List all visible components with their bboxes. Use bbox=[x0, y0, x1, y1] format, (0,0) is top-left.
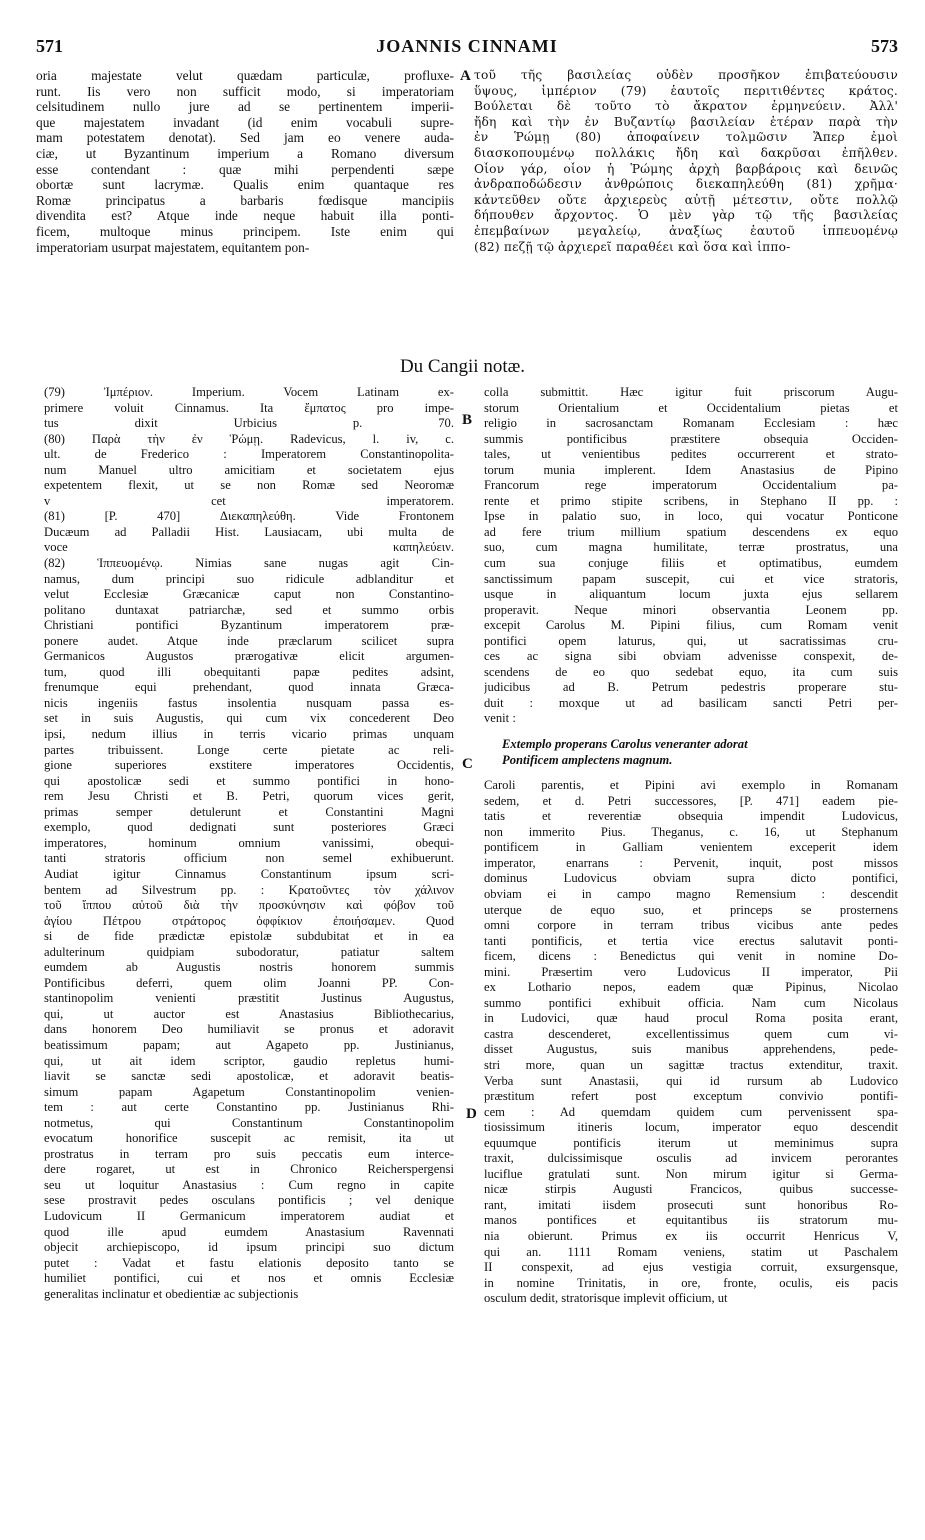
note-line: disset Augustus, suis manibus apprehendens, pede- bbox=[484, 1042, 898, 1057]
note-line: luciflue gratulati sunt. Non mirum igitur si Germa- bbox=[484, 1166, 898, 1181]
note-line: sedem, et d. Petri successores, [P. 471] eadem pie- bbox=[484, 793, 898, 808]
text-line: ficem, multoque minus principem. Iste enim qui bbox=[36, 223, 454, 239]
note-line: simum papam Agapetum Constantinopolim venien- bbox=[44, 1084, 454, 1099]
note-line: II conspexit, ad ejus vestigia corruit, exsurgensque, bbox=[484, 1260, 898, 1275]
note-line: nia obierunt. Primus ex iis occurrit Henricus V, bbox=[484, 1228, 898, 1243]
notes-section-title: Du Cangii notæ. bbox=[399, 356, 526, 377]
note-line: uterque de equo suo, et princeps se prosternens bbox=[484, 902, 898, 917]
note-line: putet : Vadat et fastu elationis deposito tanto se bbox=[44, 1255, 454, 1270]
note-line: ipsi, nedum illius in terris vicario primas unquam bbox=[44, 727, 454, 742]
note-line: num Manuel ultro amicitiam et societatem ejus bbox=[44, 462, 454, 477]
note-line: scendens de eo quo sedebat equo, ita cum suis bbox=[484, 664, 898, 679]
text-line: mam potestatem denotat). Sed jam eo venere auda- bbox=[36, 130, 454, 146]
note-line: ces ac signa sibi obviam advenisse conspexit, de- bbox=[484, 649, 898, 664]
note-line: cem : Ad quemdam quidem cum pervenissent spa- bbox=[484, 1104, 898, 1119]
note-line: frenumque equi prehendant, quod innata Græca- bbox=[44, 680, 454, 695]
note-line: in Ludovici, quæ haud procul Roma posita erant, bbox=[484, 1011, 898, 1026]
text-line: Romæ principatus a barbaris fœdisque mancipiis bbox=[36, 192, 454, 208]
note-line: expetentem flexit, ut se non Romæ sed Neoromæ bbox=[44, 478, 454, 493]
note-line: excepit Carolus M. Pipini filius, cum Romam venit bbox=[484, 618, 898, 633]
note-line: liavit se sanctæ sedi apostolicæ, et adoravit beatis- bbox=[44, 1069, 454, 1084]
note-line: ad fere trium millium spatium descendens ex equo bbox=[484, 524, 898, 539]
note-line: τοῦ ἵππου αὐτοῦ διὰ τὴν προσκύνησιν καὶ φόβον τοῦ bbox=[44, 898, 454, 913]
note-line: nicæ stirpis Augusti Francicos, quibus successe- bbox=[484, 1182, 898, 1197]
greek-line: ἐπεμβαίνων μεγαλείῳ, ἀναξίως ἑαυτοῦ ἱππευομένῳ bbox=[474, 223, 898, 238]
note-line: tanti stratoris officium non semel exhibuerunt. bbox=[44, 851, 454, 866]
note-line: qui, ut ait idem scriptor, gaudio repletus humi- bbox=[44, 1053, 454, 1068]
text-line: divendita est? Atque inde neque habuit illa ponti- bbox=[36, 208, 454, 224]
note-line: qui an. 1111 Romam veniens, statim ut Paschalem bbox=[484, 1244, 898, 1259]
note-line: ἁγίου Πέτρου στράτορος ὀφφίκιον ἐποιήσαμεν. Quod bbox=[44, 913, 454, 928]
note-line: dere rogaret, ut est in Chronico Reicherspergensi bbox=[44, 1162, 454, 1177]
note-line: qui apostolicæ sedi et summo pontifici in hono- bbox=[44, 773, 454, 788]
margin-marker-b: B bbox=[462, 412, 473, 428]
note-line: imperatores, hominum omnium vanissimi, obequi- bbox=[44, 835, 454, 850]
note-line: beatissimum papam; aut Agapeto pp. Justinianus, bbox=[44, 1037, 454, 1052]
note-line: cum sua conjuge filiis et optimatibus, eumdem bbox=[484, 556, 898, 571]
note-line: Ducæum ad Palladii Hist. Lausiacam, ubi multa de bbox=[44, 524, 454, 539]
note-line: objecit archiepiscopo, id ipsum principi suo dictum bbox=[44, 1240, 454, 1255]
greek-line: ἀνδραποδώδεσιν ἀνθρώποις διεκαπηλεύθη (81) χρῆμα· bbox=[474, 177, 898, 192]
note-line: si de fide prædictæ epistolæ subdubitat et in ea bbox=[44, 929, 454, 944]
note-line: dominus Ludovicus obviam supra dicto pontifici, bbox=[484, 871, 898, 886]
note-line: ficem, dicens : Benedictus qui venit in nomine Do- bbox=[484, 949, 898, 964]
note-line: rant, imitati iisdem prosecuti sunt honoribus Ro- bbox=[484, 1197, 898, 1212]
note-line: castra descenderet, excellentissimus quem cum vi- bbox=[484, 1026, 898, 1041]
note-line: evocatum honorifice suscepit ac remisit, ita ut bbox=[44, 1131, 454, 1146]
notes-right-column bbox=[484, 385, 898, 1307]
note-line: imperator, enarrans : Pervenit, inquit, post missos bbox=[484, 855, 898, 870]
note-line: Francorum rege imperatorum Occidentalium pa- bbox=[484, 478, 898, 493]
note-line: judicibus ad B. Petrum pedestris properare stu- bbox=[484, 680, 898, 695]
page-header bbox=[36, 36, 898, 60]
note-line: sese prostravit pedes osculans pontificis ; vel denique bbox=[44, 1193, 454, 1208]
note-line: suo, cum magna humilitate, terræ prostratus, una bbox=[484, 540, 898, 555]
note-line: manos pontifices et equitantibus iis stratorum mu- bbox=[484, 1213, 898, 1228]
note-line: Caroli parentis, et Pipini avi exemplo in Romanam bbox=[484, 778, 898, 793]
note-line: usque in aliquantum locum juxta ejus sellarem bbox=[484, 587, 898, 602]
note-line: set in suis Augustis, qui cum vix concederent Deo bbox=[44, 711, 454, 726]
text-line: que majestatem invadant (id enim vocabuli supre- bbox=[36, 114, 454, 130]
text-line: runt. Iis vero non sufficit modo, si imperatoriam bbox=[36, 83, 454, 99]
note-line: Christiani pontifici Byzantinum imperatorem præ- bbox=[44, 618, 454, 633]
note-line: (81) [P. 470] Διεκαπηλεύθη. Vide Frontonem bbox=[44, 509, 454, 524]
note-line: quod ille apud eumdem Anastasium Ravennati bbox=[44, 1224, 454, 1239]
greek-line: διασκοπουμένῳ πολλάκις ἤδη καὶ δακρῦσαι ἐπῆλθεν. bbox=[474, 145, 898, 160]
greek-text-column bbox=[474, 68, 898, 255]
text-line: esse contendant : quæ mihi perpendenti sæpe bbox=[36, 161, 454, 177]
note-line: obviam ei in campo magno Remensium : descendit bbox=[484, 886, 898, 901]
greek-line: τοῦ τῆς βασιλείας οὐδὲν προσῆκον ἐπιβατεύουσιν bbox=[474, 68, 898, 82]
note-line: prostratus in terram pro suis peccatis eum interce- bbox=[44, 1146, 454, 1161]
note-line: tiosissimum itineris locum, imperator equo descendit bbox=[484, 1120, 898, 1135]
note-line: in nomine Trinitatis, in ore, fronte, oculis, eis pacis bbox=[484, 1275, 898, 1290]
note-line: stantinopolim venienti præstitit Justinus Augustus, bbox=[44, 991, 454, 1006]
note-line: mini. Præsertim vero Ludovicus II imperator, Pii bbox=[484, 964, 898, 979]
note-line: tum, quod illi obequitanti papæ pedites adsint, bbox=[44, 664, 454, 679]
margin-marker-c: C bbox=[462, 756, 473, 772]
note-line: tatis et reverentiæ obsequia impendit Ludovicus, bbox=[484, 809, 898, 824]
note-line: properavit. Neque minori observantia Leonem pp. bbox=[484, 602, 898, 617]
note-line: religio in sacrosanctam Romanam Ecclesiam : hæc bbox=[484, 416, 898, 431]
note-line: Ludovicum II Germanicum imperatorem audiat et bbox=[44, 1208, 454, 1223]
note-line: equumque pontificis iterum ut meminimus supra bbox=[484, 1135, 898, 1150]
note-line: traxit, dulcissimisque osculis ad invicem perorantes bbox=[484, 1151, 898, 1166]
note-line: venit : bbox=[484, 711, 516, 726]
note-line: seu ut loquitur Anastasius : Cum regno in capite bbox=[44, 1177, 454, 1192]
note-line: tales, ut venientibus pedites occurrerent et strato- bbox=[484, 447, 898, 462]
note-line: osculum dedit, stratorisque implevit officium, ut bbox=[484, 1291, 728, 1306]
note-line: primere voluit Cinnamus. Ita ἔμπατος pro impe- bbox=[44, 400, 454, 415]
note-line: Germanicos Augustos prærogativæ elicit argumen- bbox=[44, 649, 454, 664]
note-line: qui, ut auctor est Anastasius Bibliothecarius, bbox=[44, 1006, 454, 1021]
note-line: torum munia implerent. Idem Anastasius de Pipino bbox=[484, 462, 898, 477]
note-line: namus, dum principi suo ridicule adblanditur et bbox=[44, 571, 454, 586]
notes-left-column bbox=[44, 385, 454, 1302]
caption-line: Extemplo properans Carolus veneranter adorat bbox=[502, 737, 748, 752]
note-line: eumdem ab Augustis nostris honorem summis bbox=[44, 960, 454, 975]
latin-text-column bbox=[36, 68, 454, 255]
note-line: tanti pontificis, et tertia vice erectus salutavit ponti- bbox=[484, 933, 898, 948]
page-number-right: 573 bbox=[871, 36, 898, 56]
note-line: summo pontifici exhibuit officia. Nam cum Nicolaus bbox=[484, 995, 898, 1010]
page-number-left: 571 bbox=[36, 36, 63, 56]
note-line: ponere audet. Atque inde præclarum scilicet supra bbox=[44, 633, 454, 648]
note-line: exemplo, quod dedignati sunt posteriores Græci bbox=[44, 820, 454, 835]
note-line: pontifici opem laturus, qui, ut sacratissimas cru- bbox=[484, 633, 898, 648]
note-line: dans honorem Deo humiliavit se pronus et adoravit bbox=[44, 1022, 454, 1037]
verse-caption bbox=[484, 737, 898, 768]
note-line: non immerito Pius. Theganus, c. 16, ut Stephanum bbox=[484, 824, 898, 839]
note-line: storum Orientalium et Occidentalium pietas et bbox=[484, 400, 898, 415]
note-line: rente et primo stipite scribens, in Stephano II pp. : bbox=[484, 493, 898, 508]
greek-line: κἀντεῦθεν οὔτε ἀρχιερεὺς αὐτῇ μέτεστιν, οὔτε πολλῷ bbox=[474, 192, 898, 207]
note-line: tem : aut certe Constantino pp. Justinianus Rhi- bbox=[44, 1100, 454, 1115]
note-line: v cet imperatorem. bbox=[44, 493, 454, 508]
note-line: pontificem in Galliam venientem exceperit idem bbox=[484, 840, 898, 855]
note-line: Audiat igitur Cinnamus Constantinum ipsum scri- bbox=[44, 866, 454, 881]
note-line: politano duntaxat patriarchæ, sed et summo orbis bbox=[44, 602, 454, 617]
note-line: primas semper detulerunt et Constantini Magni bbox=[44, 804, 454, 819]
note-line: Verba sunt Anastasii, qui id rursum ab Ludovico bbox=[484, 1073, 898, 1088]
running-title: JOANNIS CINNAMI bbox=[376, 36, 558, 56]
note-line: nicis ingeniis fastus insolentia nusquam passa es- bbox=[44, 695, 454, 710]
note-line: summis pontificibus præstitere obsequia Occiden- bbox=[484, 431, 898, 446]
note-line: adulterinum quidpiam subodoratur, patiatur saltem bbox=[44, 944, 454, 959]
note-line: sanctissimum papam suscepit, cui et vice stratoris, bbox=[484, 571, 898, 586]
note-line: gione superiores exstitere imperatores Occidentis, bbox=[44, 758, 454, 773]
note-line: (79) Ἰμπέριον. Imperium. Vocem Latinam ex- bbox=[44, 385, 454, 399]
text-line: obortæ sunt lacrymæ. Qualis enim quantaque res bbox=[36, 177, 454, 193]
greek-line: ἤδη καὶ τὴν ἐν Βυζαντίῳ βασιλείαν ἑτέραν παρὰ τὴν bbox=[474, 114, 898, 129]
note-line: ex Lothario nepos, eadem quæ Pipinus, Nicolao bbox=[484, 980, 898, 995]
note-line: velut Ecclesiæ Græcanicæ caput non Constantino- bbox=[44, 587, 454, 602]
note-line: duit : moxque ut ad basilicam sancti Petri per- bbox=[484, 695, 898, 710]
note-line: præstitum refert post exceptum convivio pontifi- bbox=[484, 1089, 898, 1104]
note-line: omni corpore in terram tribus vicibus ante pedes bbox=[484, 918, 898, 933]
notes-right-top bbox=[484, 385, 898, 727]
greek-line: ἐν Ῥώμῃ (80) ἀποφαίνειν τολμῶσιν Ἅπερ ἐμοὶ bbox=[474, 130, 898, 145]
note-line: (82) Ἱππευομένῳ. Nimias sane nugas agit Cin- bbox=[44, 556, 454, 571]
note-line: humiliet pontifici, cui et nos et omnis Ecclesiæ bbox=[44, 1271, 454, 1286]
greek-line: ὕψους, ἰμπέριον (79) ἑαυτοῖς περιτιθέντες κράτος. bbox=[474, 83, 898, 98]
note-line: notmetus, qui Constantinum Constantinopolim bbox=[44, 1115, 454, 1130]
margin-marker-d: D bbox=[466, 1106, 477, 1122]
note-line: rem Jesu Christi et B. Petri, quorum vices gerit, bbox=[44, 789, 454, 804]
greek-line: Οἷον γάρ, οἷον ἡ Ῥώμης ἀρχὴ βαρβάροις καὶ δεινῶς bbox=[474, 161, 898, 176]
text-line: oria majestate velut quædam particulæ, profluxe- bbox=[36, 68, 454, 83]
note-line: (80) Παρὰ τὴν ἐν Ῥώμῃ. Radevicus, l. iv, c. bbox=[44, 431, 454, 446]
note-line: partes tribuissent. Longe certe pietate ac reli- bbox=[44, 742, 454, 757]
note-line: bentem ad Silvestrum pp. : Κρατοῦντες τὸν χάλινον bbox=[44, 882, 454, 897]
caption-line: Pontificem amplectens magnum. bbox=[502, 752, 673, 767]
note-line: Ipse in palatio suo, in loco, qui vocatur Ponticone bbox=[484, 509, 898, 524]
note-line: tus dixit Urbicius p. 70. bbox=[44, 416, 454, 431]
text-line: ciæ, ut Byzantinum imperium a Romano diversum bbox=[36, 145, 454, 161]
notes-right-bottom bbox=[484, 778, 898, 1307]
note-line: voce καπηλεύειν. bbox=[44, 540, 454, 555]
text-line: celsitudinem nullo jure ad se pertinentem imperii- bbox=[36, 99, 454, 115]
note-line: stri more, quan un sagittæ tractus extenditur, traxit. bbox=[484, 1057, 898, 1072]
text-line: imperatoriam usurpat majestatem, equitantem pon- bbox=[36, 239, 310, 255]
note-line: generalitas inclinatur et obedientiæ ac subjectionis bbox=[44, 1286, 299, 1301]
greek-line: δήπουθεν ἄρχοντος. Ὁ μὲν γὰρ τῷ τῆς βασιλείας bbox=[474, 208, 898, 223]
note-line: ult. de Frederico : Imperatorem Constantinopolita- bbox=[44, 447, 454, 462]
note-line: Pontificibus deferri, quem olim Joanni PP. Con- bbox=[44, 975, 454, 990]
margin-marker-a: A bbox=[460, 68, 471, 84]
note-line: colla submittit. Hæc igitur fuit priscorum Augu- bbox=[484, 385, 898, 399]
greek-line: (82) πεζῇ τῷ ἀρχιερεῖ παραθέει καὶ ὅσα καὶ ἱππο- bbox=[474, 239, 791, 254]
greek-line: Βούλεται δὲ τοῦτο τὸ ἄκρατον ἑρμηνεύειν. Ἀλλ' bbox=[474, 99, 898, 114]
